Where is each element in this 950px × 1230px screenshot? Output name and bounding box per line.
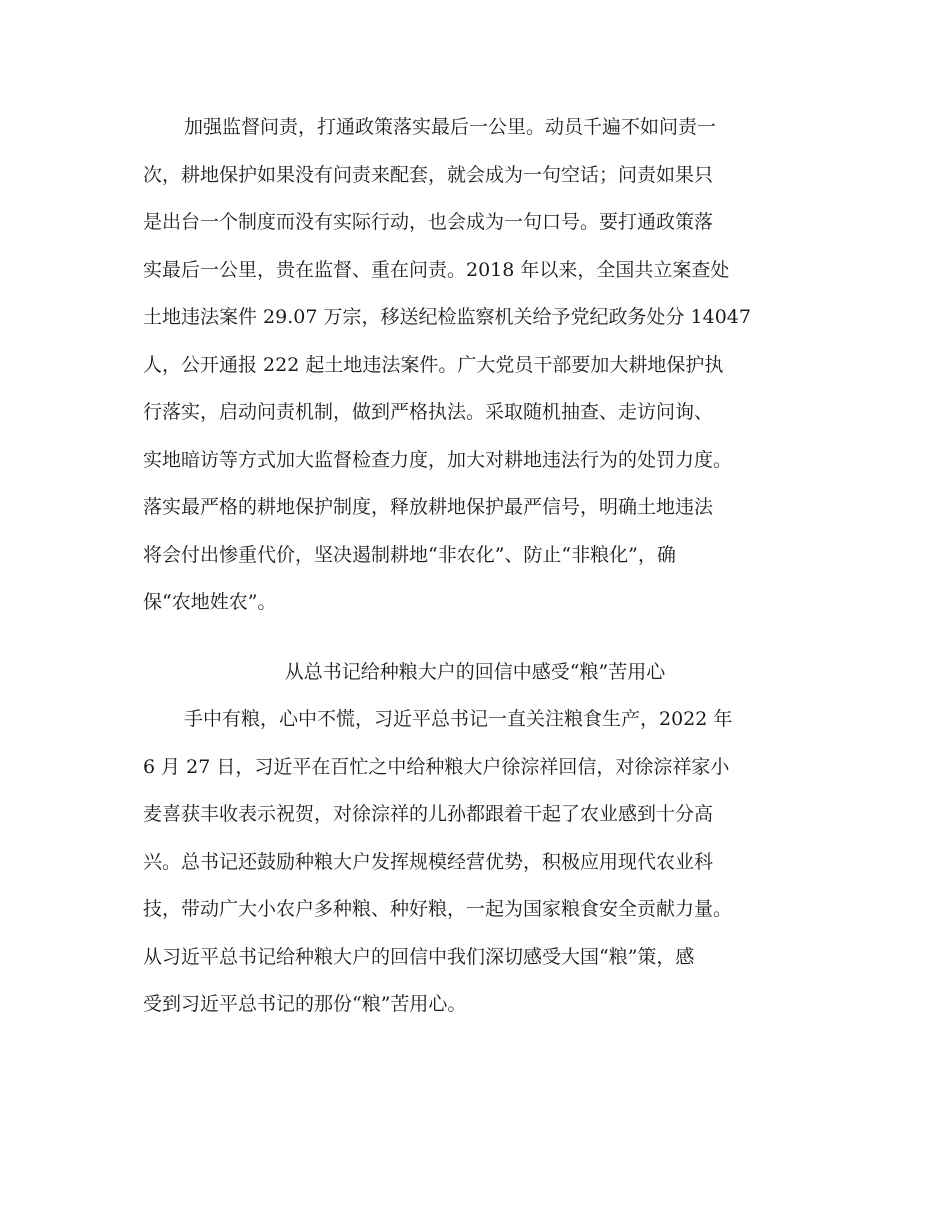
paragraph-line: 加强监督问责，打通政策落实最后一公里。动员千遍不如问责一 <box>184 116 717 138</box>
paragraph-line: 是出台一个制度而没有实际行动，也会成为一句口号。要打通政策落 <box>143 211 714 233</box>
paragraph-grain-letter <box>143 696 732 1029</box>
paragraph-line: 实最后一公里，贵在监督、重在问责。2018 年以来，全国共立案查处 <box>143 258 730 281</box>
paragraph-line: 6 月 27 日，习近平在百忙之中给种粮大户徐淙祥回信，对徐淙祥家小 <box>143 755 730 778</box>
paragraph-line: 人，公开通报 222 起土地违法案件。广大党员干部要加大耕地保护执 <box>143 353 724 376</box>
paragraph-line: 兴。总书记还鼓励种粮大户发挥规模经营优势，积极应用现代农业科 <box>143 850 714 873</box>
paragraph-line: 行落实，启动问责机制，做到严格执法。采取随机抽查、走访问询、 <box>143 401 714 423</box>
paragraph-line: 受到习近平总书记的那份“粮”苦用心。 <box>143 993 467 1015</box>
paragraph-accountability <box>143 104 751 627</box>
paragraph-line: 土地违法案件 29.07 万宗，移送纪检监察机关给予党纪政务处分 14047 <box>143 306 751 328</box>
paragraph-line: 落实最严格的耕地保护制度，释放耕地保护最严信号，明确土地违法 <box>143 496 714 518</box>
paragraph-line: 实地暗访等方式加大监督检查力度，加大对耕地违法行为的处罚力度。 <box>143 448 733 471</box>
paragraph-line: 技，带动广大小农户多种粮、种好粮，一起为国家粮食安全贡献力量。 <box>143 898 733 920</box>
section-heading: 从总书记给种粮大户的回信中感受“粮”苦用心 <box>284 661 666 683</box>
paragraph-line: 手中有粮，心中不慌，习近平总书记一直关注粮食生产，2022 年 <box>184 708 733 730</box>
paragraph-line: 次，耕地保护如果没有问责来配套，就会成为一句空话；问责如果只 <box>143 163 714 186</box>
paragraph-line: 将会付出惨重代价，坚决遏制耕地“非农化”、防止“非粮化”，确 <box>143 543 676 566</box>
paragraph-line: 麦喜获丰收表示祝贺，对徐淙祥的儿孙都跟着干起了农业感到十分高 <box>143 803 714 825</box>
paragraph-line: 保“农地姓农”。 <box>143 591 277 613</box>
paragraph-line: 从习近平总书记给种粮大户的回信中我们深切感受大国“粮”策，感 <box>143 945 695 968</box>
